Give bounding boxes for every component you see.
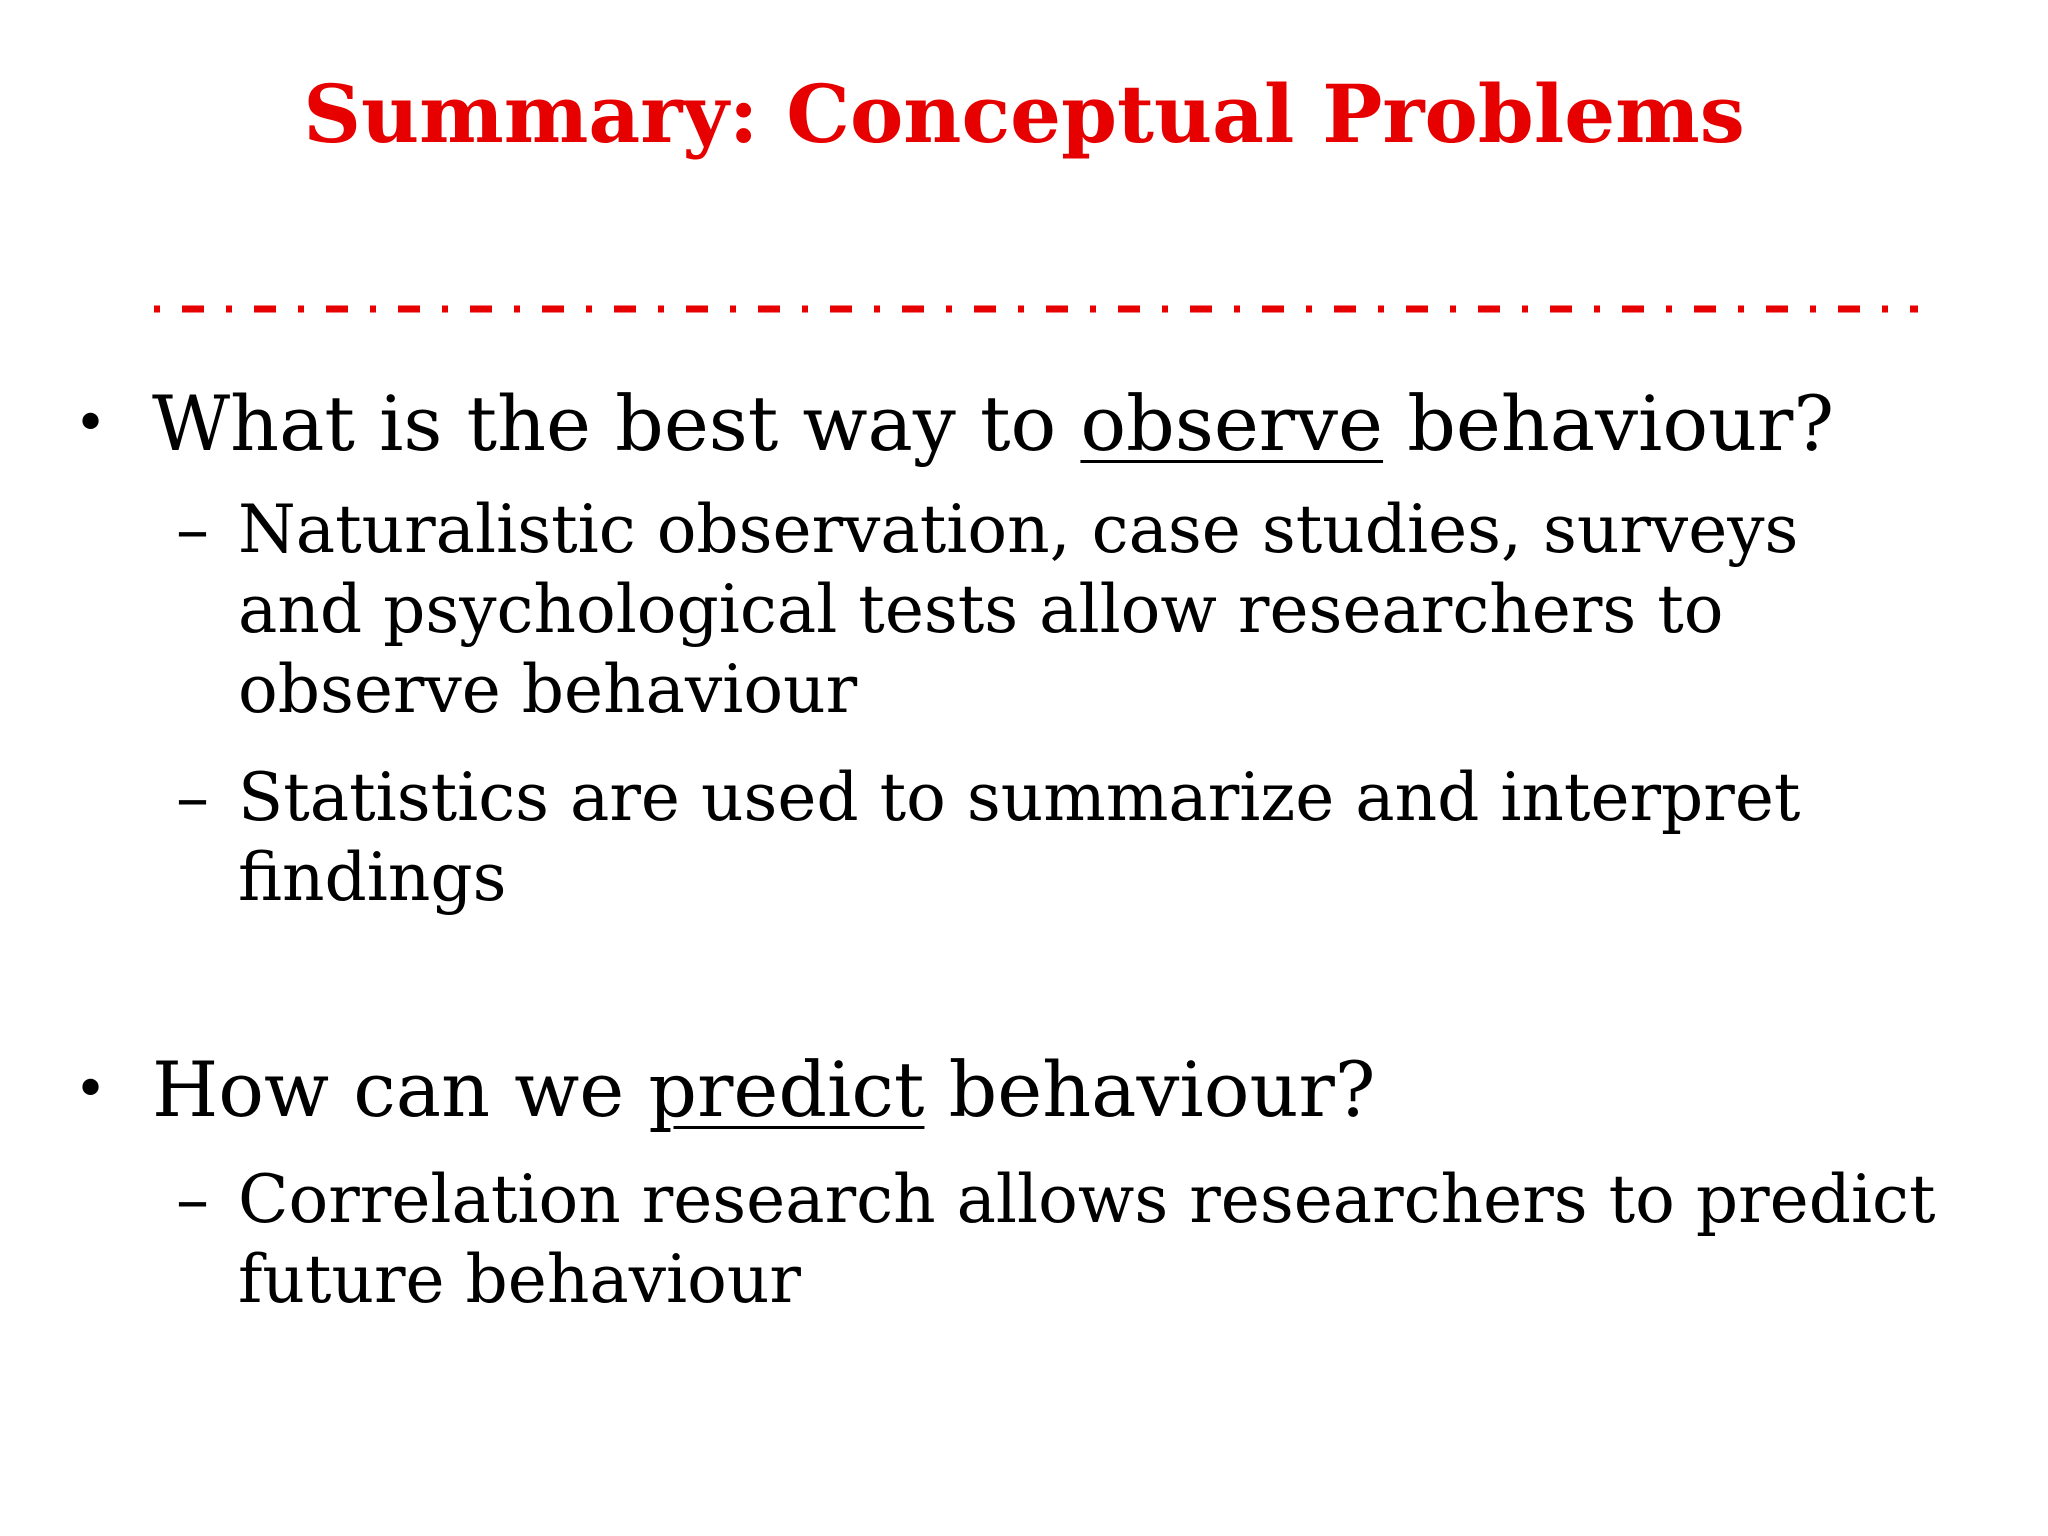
sub-marker: – [176, 1161, 209, 1238]
question-emphasis: observe [1080, 379, 1384, 468]
question-text-before: How can we [152, 1045, 649, 1134]
bullet-question [152, 1040, 1376, 1140]
sub-item-line: observe behaviour [238, 651, 858, 728]
sub-item-text [238, 490, 2018, 730]
question-emphasis: predict [648, 1045, 925, 1134]
bullet-marker: • [74, 1057, 108, 1122]
sub-item-line: future behaviour [238, 1241, 801, 1318]
bullet-marker: • [74, 391, 108, 456]
bullet-question [152, 374, 1834, 474]
sub-marker: – [176, 491, 209, 568]
sub-item-text [238, 1160, 2018, 1320]
sub-item-line: Statistics are used to summarize and interpret [238, 759, 1801, 836]
sub-item-line: Naturalistic observation, case studies, surveys [238, 491, 1799, 568]
question-text-after: behaviour? [924, 1045, 1376, 1134]
slide-title: Summary: Conceptual Problems [303, 67, 1745, 161]
question-text-before: What is the best way to [152, 379, 1081, 468]
question-text-after: behaviour? [1383, 379, 1835, 468]
sub-item-line: and psychological tests allow researchers to [238, 571, 1724, 648]
sub-item-text [238, 758, 2018, 918]
sub-marker: – [176, 759, 209, 836]
sub-item-line: Correlation research allows researchers to predict [238, 1161, 1936, 1238]
sub-item-line: findings [238, 839, 507, 916]
